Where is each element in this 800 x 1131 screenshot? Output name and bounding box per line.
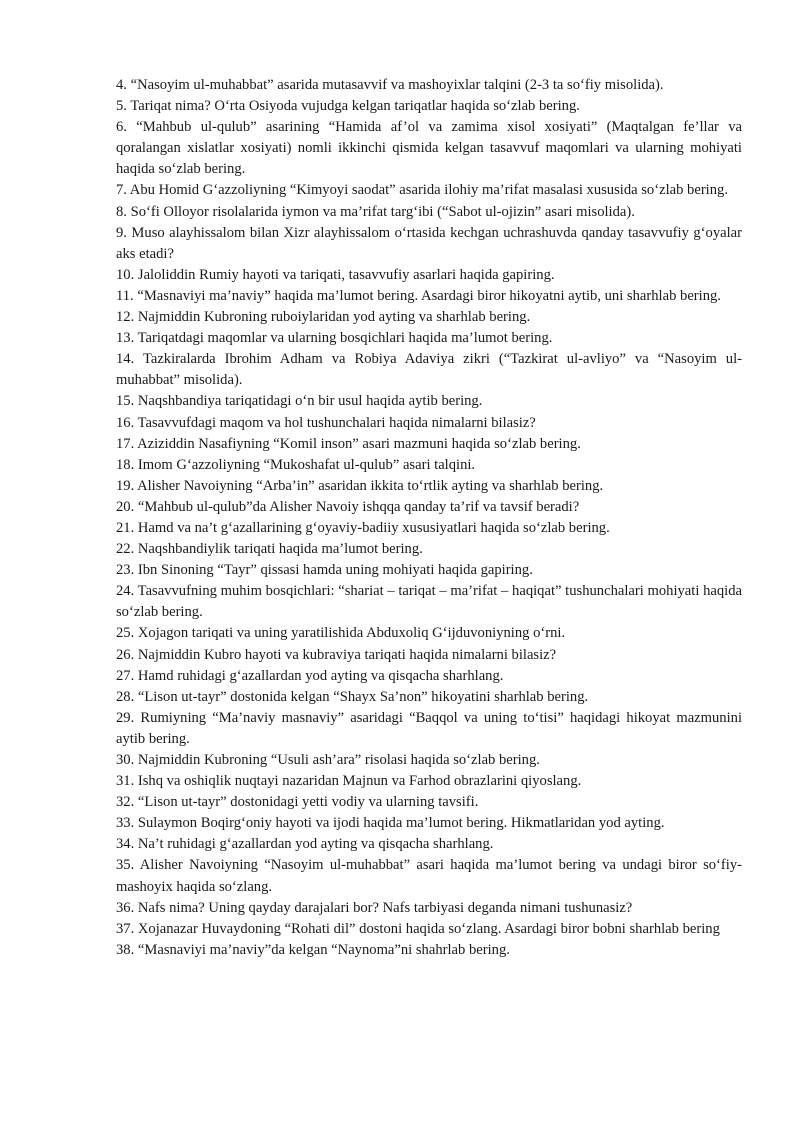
question-item: 24. Tasavvufning muhim bosqichlari: “shariat – tariqat – ma’rifat – haqiqat” tushunchalari mohiyati haqida so‘zlab bering. [116, 583, 742, 621]
question-item: 29. Rumiyning “Ma’naviy masnaviy” asaridagi “Baqqol va uning to‘tisi” haqidagi hikoyat mazmunini aytib bering. [116, 709, 742, 747]
question-item: 7. Abu Homid G‘azzoliyning “Kimyoyi saodat” asarida ilohiy ma’rifat masalasi xususida so‘zlab bering. [116, 182, 728, 199]
question-item: 25. Xojagon tariqati va uning yaratilishida Abduxoliq G‘ijduvoniyning o‘rni. [116, 625, 566, 642]
question-item: 11. “Masnaviyi ma’naviy” haqida ma’lumot bering. Asardagi biror hikoyatni aytib, uni sharhlab bering. [116, 287, 721, 304]
question-item: 6. “Mahbub ul-qulub” asarining “Hamida af’ol va zamima xisol xosiyati” (Maqtalgan fe’llar va qoralangan xislatlar xosiyati) nomli ikkinchi qismida kelgan tasavvuf maqomlari va ularning mohiyati haqida so‘zlab bering. [116, 119, 742, 178]
question-item: 4. “Nasoyim ul-muhabbat” asarida mutasavvif va mashoyixlar talqini (2-3 ta so‘fiy misolida). [116, 77, 664, 93]
question-item: 8. So‘fi Olloyor risolalarida iymon va ma’rifat targ‘ibi (“Sabot ul-ojizin” asari misolida). [116, 203, 635, 220]
question-item: 38. “Masnaviyi ma’naviy”da kelgan “Naynoma”ni shahrlab bering. [116, 941, 510, 958]
question-item: 33. Sulaymon Boqirg‘oniy hayoti va ijodi haqida ma’lumot bering. Hikmatlaridan yod ayting. [116, 815, 665, 832]
question-item: 37. Xojanazar Huvaydoning “Rohati dil” dostoni haqida so‘zlang. Asardagi biror bobni sharhlab bering [116, 920, 720, 937]
question-item: 17. Aziziddin Nasafiyning “Komil inson” asari mazmuni haqida so‘zlab bering. [116, 435, 581, 452]
question-item: 5. Tariqat nima? O‘rta Osiyoda vujudga kelgan tariqatlar haqida so‘zlab bering. [116, 98, 580, 115]
question-item: 14. Tazkiralarda Ibrohim Adham va Robiya Adaviya zikri (“Tazkirat ul-avliyo” va “Nasoyim ul-muhabbat” misolida). [116, 351, 742, 389]
question-item: 15. Naqshbandiya tariqatidagi o‘n bir usul haqida aytib bering. [116, 393, 483, 410]
question-item: 20. “Mahbub ul-qulub”da Alisher Navoiy ishqqa qanday ta’rif va tavsif beradi? [116, 498, 580, 515]
question-item: 22. Naqshbandiylik tariqati haqida ma’lumot bering. [116, 541, 423, 558]
question-item: 23. Ibn Sinoning “Tayr” qissasi hamda uning mohiyati haqida gapiring. [116, 562, 533, 579]
question-item: 19. Alisher Navoiyning “Arba’in” asaridan ikkita to‘rtlik ayting va sharhlab bering. [116, 477, 604, 494]
question-item: 26. Najmiddin Kubro hayoti va kubraviya tariqati haqida nimalarni bilasiz? [116, 646, 557, 663]
question-item: 31. Ishq va oshiqlik nuqtayi nazaridan Majnun va Farhod obrazlarini qiyoslang. [116, 773, 582, 790]
question-item: 35. Alisher Navoiyning “Nasoyim ul-muhabbat” asari haqida ma’lumot bering va undagi biror so‘fiy-mashoyix haqida so‘zlang. [116, 857, 742, 895]
question-item: 34. Na’t ruhidagi g‘azallardan yod ayting va qisqacha sharhlang. [116, 836, 494, 853]
question-item: 30. Najmiddin Kubroning “Usuli ash’ara” risolasi haqida so‘zlab bering. [116, 752, 540, 768]
question-item: 12. Najmiddin Kubroning ruboiylaridan yod ayting va sharhlab bering. [116, 309, 531, 326]
question-item: 18. Imom G‘azzoliyning “Mukoshafat ul-qulub” asari talqini. [116, 456, 476, 473]
question-item: 13. Tariqatdagi maqomlar va ularning bosqichlari haqida ma’lumot bering. [116, 330, 553, 347]
question-item: 28. “Lison ut-tayr” dostonida kelgan “Shayx Sa’non” hikoyatini sharhlab bering. [116, 688, 589, 705]
question-list [116, 75, 742, 961]
question-item: 9. Muso alayhissalom bilan Xizr alayhissalom o‘rtasida kechgan uchrashuvda qanday tasavvufiy g‘oyalar aks etadi? [116, 224, 742, 262]
question-item: 27. Hamd ruhidagi g‘azallardan yod ayting va qisqacha sharhlang. [116, 667, 504, 684]
question-item: 10. Jaloliddin Rumiy hayoti va tariqati, tasavvufiy asarlari haqida gapiring. [116, 266, 555, 283]
question-item: 16. Tasavvufdagi maqom va hol tushunchalari haqida nimalarni bilasiz? [116, 414, 536, 431]
question-item: 32. “Lison ut-tayr” dostonidagi yetti vodiy va ularning tavsifi. [116, 794, 479, 811]
question-item: 36. Nafs nima? Uning qayday darajalari bor? Nafs tarbiyasi deganda nimani tushunasiz? [116, 899, 633, 916]
question-item: 21. Hamd va na’t g‘azallarining g‘oyaviy-badiiy xususiyatlari haqida so‘zlab bering. [116, 519, 610, 536]
